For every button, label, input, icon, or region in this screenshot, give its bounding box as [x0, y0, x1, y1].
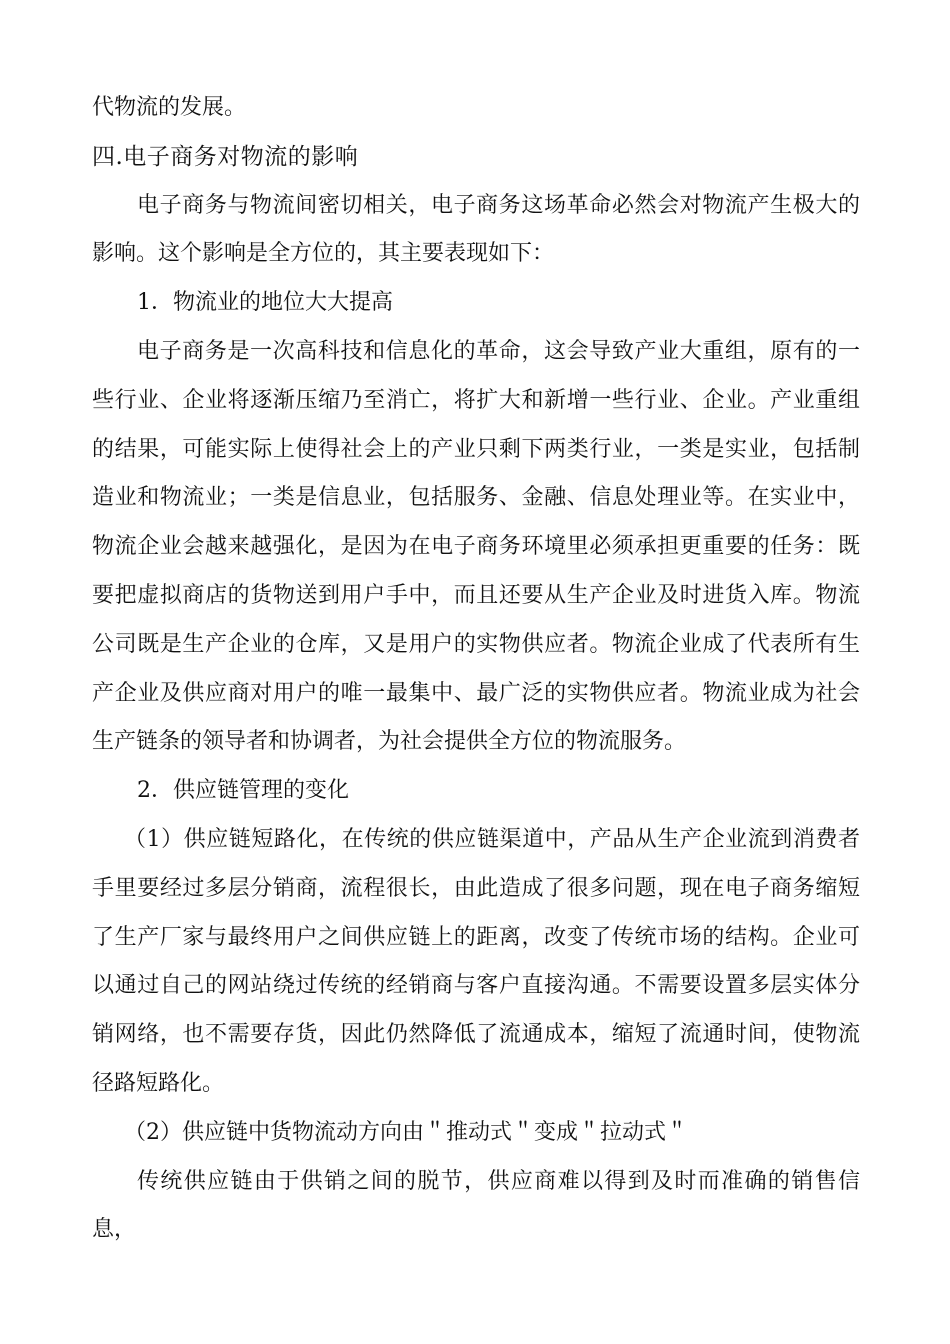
paragraph-intro-tail: 代物流的发展。	[92, 95, 247, 120]
paragraph-section-intro: 电子商务与物流间密切相关，电子商务这场革命必然会对物流产生极大的影响。这个影响是全方位的，其主要表现如下：	[92, 192, 860, 267]
document-body	[92, 84, 860, 1255]
item-2-sub-1-body: （1）供应链短路化，在传统的供应链渠道中，产品从生产企业流到消费者手里要经过多层分销商，流程很长，由此造成了很多问题，现在电子商务缩短了生产厂家与最终用户之间供应链上的距离，改变了传统市场的结构。企业可以通过自己的网站绕过传统的经销商与客户直接沟通。不需要设置多层实体分销网络，也不需要存货，因此仍然降低了流通成本，缩短了流通时间，使物流径路短路化。	[92, 826, 860, 1096]
item-2-sub-2-title: （2）供应链中货物流动方向由＂推动式＂变成＂拉动式＂	[124, 1119, 688, 1145]
item-1-body: 电子商务是一次高科技和信息化的革命，这会导致产业大重组，原有的一些行业、企业将逐渐压缩乃至消亡，将扩大和新增一些行业、企业。产业重组的结果，可能实际上使得社会上的产业只剩下两类行业，一类是实业，包括制造业和物流业；一类是信息业，包括服务、金融、信息处理业等。在实业中，物流企业会越来越强化，是因为在电子商务环境里必须承担更重要的任务：既要把虚拟商店的货物送到用户手中，而且还要从生产企业及时进货入库。物流公司既是生产企业的仓库，又是用户的实物供应者。物流企业成了代表所有生产企业及供应商对用户的唯一最集中、最广泛的实物供应者。物流业成为社会生产链条的领导者和协调者，为社会提供全方位的物流服务。	[92, 338, 860, 755]
section-heading: 四.电子商务对物流的影响	[92, 143, 359, 170]
item-2-sub-2-body: 传统供应链由于供销之间的脱节，供应商难以得到及时而准确的销售信息，	[92, 1168, 860, 1243]
item-1-title: 1．物流业的地位大大提高	[137, 290, 393, 316]
item-2-title: 2．供应链管理的变化	[137, 778, 349, 804]
